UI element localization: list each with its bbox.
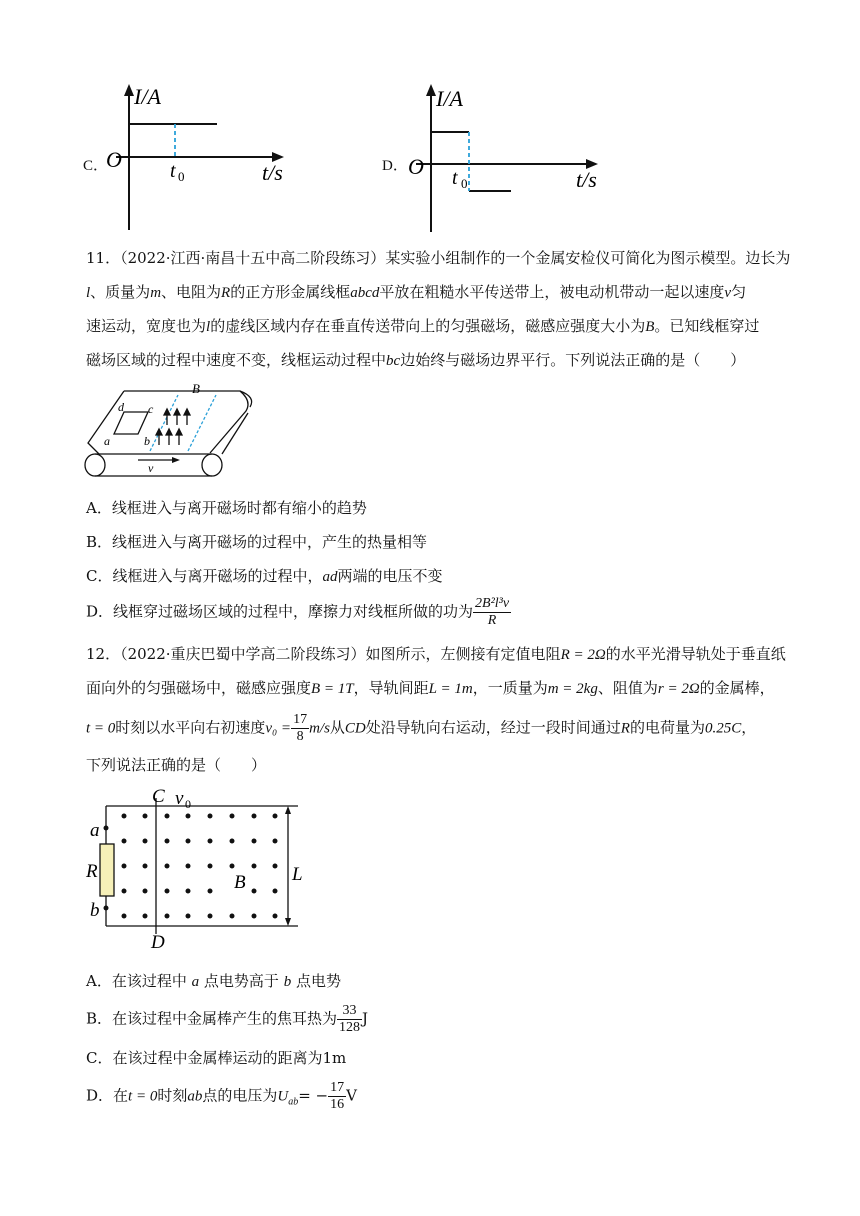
q11-var-m: m — [150, 285, 162, 301]
q12-stem-text: 的电荷量为 — [629, 718, 705, 737]
graph-d-origin: O — [408, 154, 424, 179]
right-roller — [202, 454, 222, 476]
q12-option-b[interactable] — [86, 1003, 368, 1036]
q11-option-d-fraction — [473, 596, 511, 629]
graph-c-x-label: t/s — [262, 160, 283, 185]
q12-math: v₀ = — [265, 720, 292, 737]
graph-c-y-label: I/A — [134, 84, 161, 109]
q12-line-2 — [86, 677, 775, 698]
q12-math: R = 2Ω — [560, 647, 606, 663]
q12-stem-text: 从 — [329, 718, 345, 737]
fraction-denominator: 16 — [330, 1097, 345, 1112]
q11-var-l: l — [86, 285, 91, 301]
q12-math: m/s — [309, 720, 330, 737]
q12-fig-label-c: C — [152, 788, 165, 807]
option-d-letter: D． — [382, 158, 408, 174]
q11-var-abcd: abcd — [350, 285, 380, 301]
q11-stem-text: 、电阻为 — [161, 283, 222, 301]
q12-option-a-text: 点电势高于 — [203, 972, 279, 990]
q12-number: 12． — [86, 645, 121, 663]
q11-fig-label-b-field: B — [192, 383, 200, 396]
q11-option-d[interactable] — [86, 596, 511, 629]
q11-stem-text: 边始终与磁场边界平行。下列说法正确的是（ ） — [400, 351, 746, 369]
graph-c-t0: t — [170, 160, 176, 182]
q12-fig-label-b: b — [90, 900, 100, 921]
q12-fig-label-b-field: B — [234, 872, 246, 893]
q12-option-d-text: D．在 — [86, 1086, 129, 1105]
option-c-letter: C． — [83, 158, 109, 174]
q12-option-b-fraction — [337, 1003, 362, 1036]
point-a — [104, 826, 109, 831]
q11-option-c-var: ad — [322, 569, 338, 585]
q11-line-3 — [86, 315, 759, 336]
q12-stem-text: ， — [741, 718, 757, 737]
q11-fig-label-b: b — [144, 434, 150, 448]
q11-stem-text: 匀 — [731, 283, 747, 301]
wire-frame — [114, 412, 148, 434]
q12-option-d-u-sub: ab — [288, 1096, 299, 1108]
q12-option-c-text: C．在该过程中金属棒运动的距离为 — [86, 1049, 323, 1067]
q12-stem-text: 的金属棒， — [699, 679, 775, 697]
fraction-denominator: R — [487, 613, 497, 628]
q12-math: 0.25C — [704, 720, 742, 737]
q11-var-b: B — [645, 319, 655, 335]
q12-math: r = 2Ω — [657, 681, 700, 697]
q12-fig-label-r: R — [86, 861, 98, 882]
q11-stem-text: 平放在粗糙水平传送带上，被电动机带动一起以速度 — [379, 283, 725, 301]
graph-d-t0: t — [452, 167, 458, 189]
q12-math: R — [620, 720, 630, 737]
q11-option-d-text: D．线框穿过磁场区域的过程中，摩擦力对线框所做的功为 — [86, 602, 474, 621]
q12-stem-text: 时刻以水平向右初速度 — [115, 718, 266, 737]
q12-option-b-unit: J — [362, 1009, 369, 1028]
q12-stem-text: 的水平光滑导轨处于垂直纸 — [605, 645, 786, 663]
q12-math: m = 2kg — [547, 681, 598, 697]
q11-option-b[interactable]: B．线框进入与离开磁场的过程中，产生的热量相等 — [86, 533, 428, 551]
q12-line-3 — [86, 712, 756, 745]
q12-stem-text: 面向外的匀强磁场中，磁感应强度 — [86, 679, 312, 697]
q12-option-a-text: A．在该过程中 — [86, 972, 187, 990]
q11-var-v: v — [724, 285, 732, 301]
q12-option-d-eq: = − — [298, 1086, 329, 1105]
q12-option-b-text: B．在该过程中金属棒产生的焦耳热为 — [86, 1009, 338, 1028]
q11-stem-text: 磁场区域的过程中速度不变，线框运动过程中 — [86, 351, 387, 369]
q12-option-a[interactable] — [86, 970, 341, 991]
fraction-numerator: 33 — [337, 1003, 362, 1020]
q11-stem-text: 、质量为 — [90, 283, 151, 301]
q11-line-2 — [86, 281, 746, 302]
q12-option-d-text: 时刻 — [157, 1086, 188, 1105]
graph-c — [100, 80, 300, 235]
q11-stem-text: 某实验小组制作的一个金属安检仪可简化为图示模型。边长为 — [385, 249, 791, 267]
q12-line-1 — [86, 643, 786, 664]
fraction-numerator: 17 — [293, 712, 308, 727]
q12-math: B = 1T — [311, 681, 354, 697]
q12-option-d-text: 点的电压为 — [202, 1086, 278, 1105]
graph-d-t0-sub: 0 — [461, 176, 468, 191]
graph-c-y-arrow — [124, 84, 134, 96]
q11-number: 11． — [86, 249, 121, 267]
q12-fig-label-l: L — [292, 864, 303, 885]
q12-stem-text: 、阻值为 — [597, 679, 658, 697]
q11-line-1 — [86, 247, 790, 268]
q11-stem-text: 的虚线区域内存在垂直传送带向上的匀强磁场，磁感应强度大小为 — [210, 317, 646, 335]
q12-fig-label-v0-sub: 0 — [185, 797, 191, 811]
q11-var-r: R — [221, 285, 231, 301]
q12-stem-text: ，导轨间距 — [353, 679, 429, 697]
graph-d-y-label: I/A — [436, 86, 463, 111]
graph-d — [400, 80, 610, 235]
q12-math: L = 1m — [428, 681, 473, 697]
q11-var-l: l — [206, 319, 211, 335]
q12-stem-text: ，一质量为 — [472, 679, 548, 697]
q12-source: （2022·重庆巴蜀中学高二阶段练习） — [120, 645, 366, 663]
left-roller — [85, 454, 105, 476]
q11-source: （2022·江西·南昌十五中高二阶段练习） — [120, 249, 386, 267]
q12-option-a-var: b — [283, 974, 292, 990]
field-arrows — [156, 409, 190, 445]
q12-option-d-var: ab — [187, 1088, 203, 1105]
q12-fig-label-v0: v — [175, 788, 184, 809]
q11-stem-text: 的正方形金属线框 — [230, 283, 351, 301]
fraction-denominator: 8 — [296, 729, 304, 744]
field-boundary-right — [188, 395, 216, 451]
q11-conveyor-figure — [80, 383, 260, 483]
q12-option-d-u: U — [277, 1088, 289, 1105]
q11-fig-label-d: d — [118, 400, 124, 414]
graph-c-origin: O — [106, 147, 122, 172]
q12-option-d-math: t = 0 — [128, 1088, 158, 1105]
q11-stem-text: 。已知线框穿过 — [654, 317, 760, 335]
q11-option-c-text: C．线框进入与离开磁场的过程中， — [86, 567, 323, 585]
q12-option-a-var: a — [191, 974, 200, 990]
q11-var-bc: bc — [386, 353, 401, 369]
q11-fig-label-v: v — [148, 461, 154, 475]
q12-option-c[interactable] — [86, 1047, 346, 1068]
graph-c-t0-sub: 0 — [178, 169, 185, 184]
q12-rail-figure — [84, 788, 314, 950]
graph-d-y-arrow — [426, 84, 436, 96]
q12-stem-text: 如图所示，左侧接有定值电阻 — [365, 645, 561, 663]
q11-line-4 — [86, 349, 745, 370]
q11-option-a[interactable]: A．线框进入与离开磁场时都有缩小的趋势 — [86, 499, 367, 517]
q11-fig-label-a: a — [104, 434, 110, 448]
q12-math: t = 0 — [86, 720, 116, 737]
field-dots — [122, 814, 278, 919]
fraction-numerator: 17 — [330, 1080, 345, 1095]
q12-fig-label-d: D — [151, 932, 165, 950]
q12-fig-label-a: a — [90, 820, 100, 841]
q12-math: CD — [344, 720, 366, 737]
q12-option-d[interactable] — [86, 1080, 357, 1113]
fraction-denominator: 128 — [339, 1020, 361, 1035]
q12-v0-fraction — [291, 712, 309, 745]
q12-line-4: 下列说法正确的是（ ） — [86, 756, 267, 774]
q12-option-a-text: 点电势 — [295, 972, 341, 990]
resistor — [100, 844, 114, 896]
q12-stem-text: 处沿导轨向右运动，经过一段时间通过 — [365, 718, 621, 737]
q11-stem-text: 速运动，宽度也为 — [86, 317, 207, 335]
q11-option-c-text: 两端的电压不变 — [337, 567, 443, 585]
q12-option-d-unit: V — [346, 1086, 357, 1105]
q12-option-d-fraction — [328, 1080, 346, 1113]
point-b — [104, 906, 109, 911]
q12-option-c-value: 1m — [322, 1049, 347, 1067]
field-boundary-left — [150, 395, 178, 451]
q11-option-c[interactable] — [86, 565, 443, 586]
q11-fig-label-c: c — [148, 402, 154, 416]
fraction-numerator: 2B²l³v — [475, 596, 510, 611]
graph-d-x-label: t/s — [576, 167, 597, 192]
